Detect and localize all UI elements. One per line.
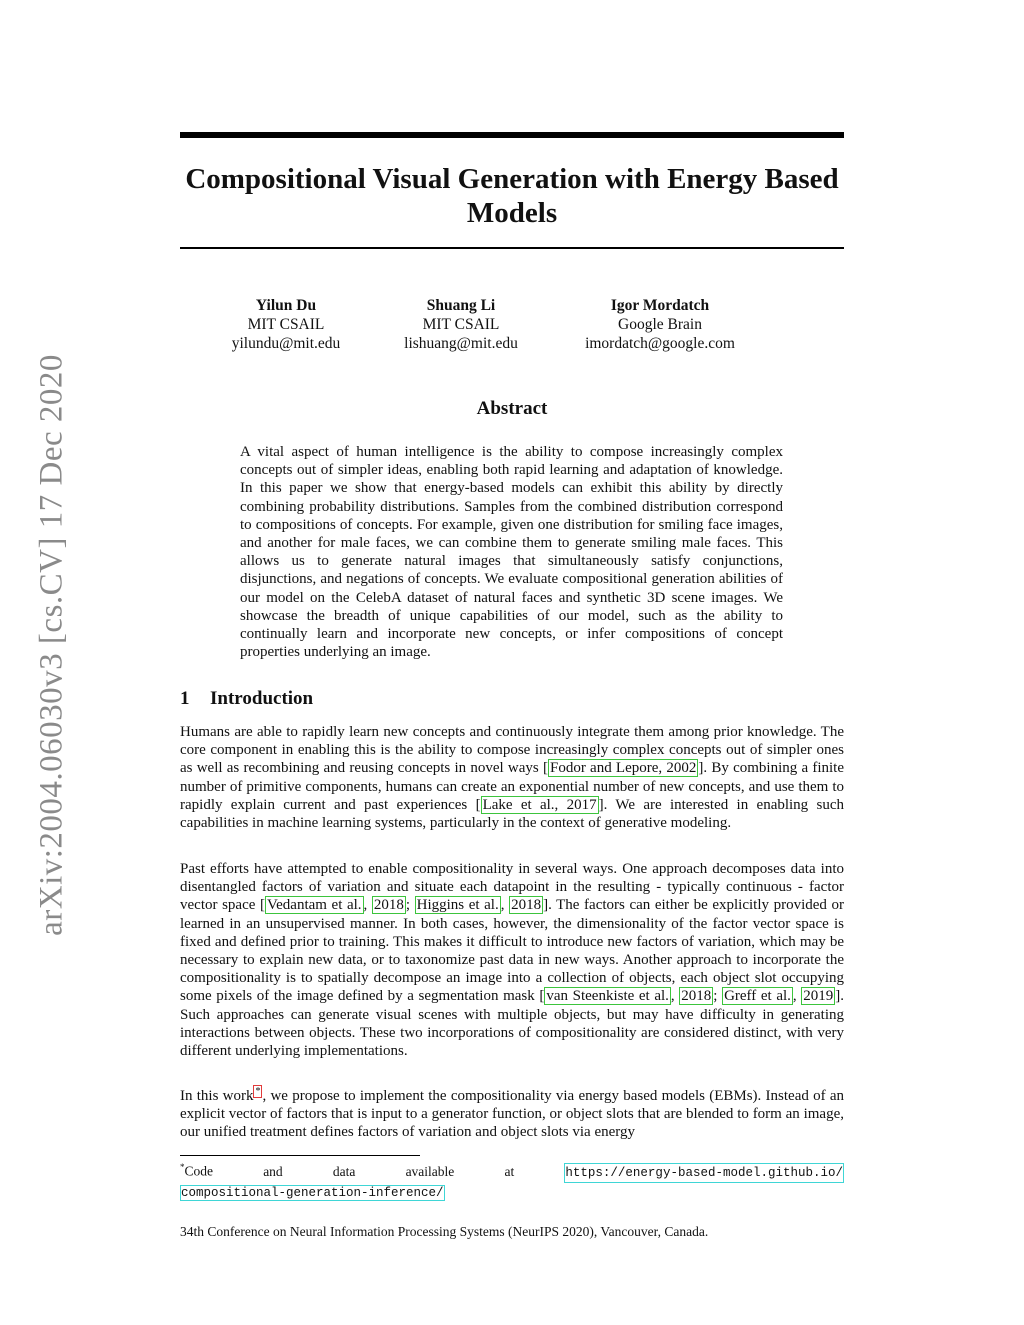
footnote-word: and <box>263 1163 283 1179</box>
footnote-word: Code <box>184 1163 213 1179</box>
footnote-reference-link[interactable]: * <box>255 1086 261 1097</box>
author-email: imordatch@google.com <box>585 335 735 352</box>
citation-link[interactable]: 2018 <box>681 988 712 1005</box>
paragraph-text: , we propose to implement the compositionality via energy based models (EBMs). Instead of an explicit vector of factors that is input to a generator function, or object slots that are blended to form an image, our unified treatment defines factors of variation and object slots via energy <box>180 1088 844 1141</box>
intro-paragraph-1 <box>180 723 844 832</box>
citation-link[interactable]: Lake et al., 2017 <box>482 796 597 813</box>
section-heading <box>180 688 313 710</box>
footnote-word: at <box>504 1163 515 1179</box>
abstract-text: A vital aspect of human intelligence is the ability to compose increasingly complex concepts out of simpler ideas, enabling both rapid learning and adaptation of knowledge. In this paper we show that energy-based models can exhibit this ability by directly combining probability distributions. Samples from the combined distribution correspond to compositions of concepts. For example, given one distribution for smiling face images, and another for male faces, we can combine them to generate smiling male faces. This allows us to generate natural images that simultaneously satisfy conjunctions, disjunctions, and negations of concepts. We evaluate compositional generation abilities of our model on the CelebA dataset of natural faces and synthetic 3D scene images. We showcase the breadth of unique capabilities of our model, such as the ability to continually learn and incorporate new concepts, or infer compositions of concept properties underlying an image. <box>240 444 783 661</box>
citation-separator: , <box>363 897 372 914</box>
citation-link[interactable]: Greff et al. <box>724 988 791 1005</box>
author-3 <box>585 296 735 353</box>
section-title: Introduction <box>210 688 314 709</box>
citation-link[interactable]: van Steenkiste et al. <box>546 988 669 1005</box>
citation-separator: ; <box>713 988 723 1005</box>
intro-paragraph-2 <box>180 860 844 1060</box>
author-name: Igor Mordatch <box>610 297 710 314</box>
author-affiliation: MIT CSAIL <box>247 316 325 333</box>
paragraph-text: Past efforts have attempted to enable compositionality in several ways. One approach decomposes data into disentangled factors of variation and situate each datapoint in the resulting - typically continuous - factor vector space [ <box>180 861 844 914</box>
paragraph-text: ]. We are interested in enabling such capabilities in machine learning systems, particularly in the context of generative modeling. <box>180 796 844 832</box>
footnote <box>180 1158 844 1202</box>
citation-separator: , <box>500 897 510 914</box>
citation-link[interactable]: Higgins et al. <box>416 897 499 914</box>
arxiv-identifier: arXiv:2004.06030v3 [cs.CV] 17 Dec 2020 <box>33 354 70 936</box>
author-email: yilundu@mit.edu <box>231 335 341 352</box>
author-1 <box>232 296 341 353</box>
paper-title <box>180 162 844 230</box>
author-name: Yilun Du <box>255 297 317 314</box>
title-line-2: Models <box>466 197 558 229</box>
author-2 <box>404 296 518 353</box>
title-rule-top <box>180 132 844 138</box>
author-affiliation: MIT CSAIL <box>422 316 500 333</box>
abstract-heading: Abstract <box>476 398 548 419</box>
conference-note: 34th Conference on Neural Information Processing Systems (NeurIPS 2020), Vancouver, Canada. <box>180 1224 709 1239</box>
paragraph-text: ]. By combining a finite number of primitive components, humans can create an exponential number of new concepts, and use them to rapidly explain current and past experiences [ <box>180 760 844 813</box>
footnote-mark: * <box>180 1162 185 1172</box>
author-name: Shuang Li <box>426 297 496 314</box>
footnote-rule <box>180 1155 420 1156</box>
citation-link[interactable]: Fodor and Lepore, 2002 <box>549 760 697 777</box>
paragraph-text: Humans are able to rapidly learn new concepts and continuously integrate them among prior knowledge. The core component in enabling this is the ability to compose increasingly complex concepts out of simpler ones as well as recombining and reusing concepts in novel ways [ <box>180 724 844 777</box>
footnote-word: available <box>405 1163 455 1179</box>
citation-link[interactable]: Vedantam et al. <box>266 897 362 914</box>
paragraph-text: ]. The factors can either be explicitly provided or learned in an unsupervised manner. In both cases, however, the dimensionality of the factor vector space is fixed and defined prior to training. This makes it difficult to introduce new factors of variation, which may be necessary to explain new data, or to taxonomize past data in new ways. Another approach to incorporate the compositionality is to spatially decompose an image into a collection of objects, each object slot occupying some pixels of the image defined by a segmentation mask [ <box>180 897 844 1005</box>
citation-separator: , <box>792 988 802 1005</box>
citation-separator: , <box>670 988 680 1005</box>
section-number: 1 <box>180 688 190 709</box>
citation-link[interactable]: 2019 <box>803 988 834 1005</box>
paragraph-text: ]. Such approaches can generate visual scenes with multiple objects, but may have difficulty in generating interactions between objects. These two incorporations of compositionality are considered distinct, with very different underlying implementations. <box>180 988 845 1060</box>
intro-paragraph-3 <box>180 1087 844 1142</box>
author-email: lishuang@mit.edu <box>404 335 518 352</box>
citation-link[interactable]: 2018 <box>511 897 542 914</box>
title-line-1: Compositional Visual Generation with Energy Based <box>185 163 839 195</box>
citation-separator: ; <box>405 897 415 914</box>
paragraph-text: In this work <box>180 1088 254 1104</box>
citation-link[interactable]: 2018 <box>373 897 404 914</box>
code-url-link-continued[interactable]: compositional-generation-inference/ <box>181 1185 444 1200</box>
title-rule-bottom <box>180 247 844 249</box>
footnote-word: data <box>332 1163 356 1179</box>
code-url-link[interactable]: https://energy-based-model.github.io/ <box>564 1163 844 1183</box>
author-affiliation: Google Brain <box>618 316 702 333</box>
